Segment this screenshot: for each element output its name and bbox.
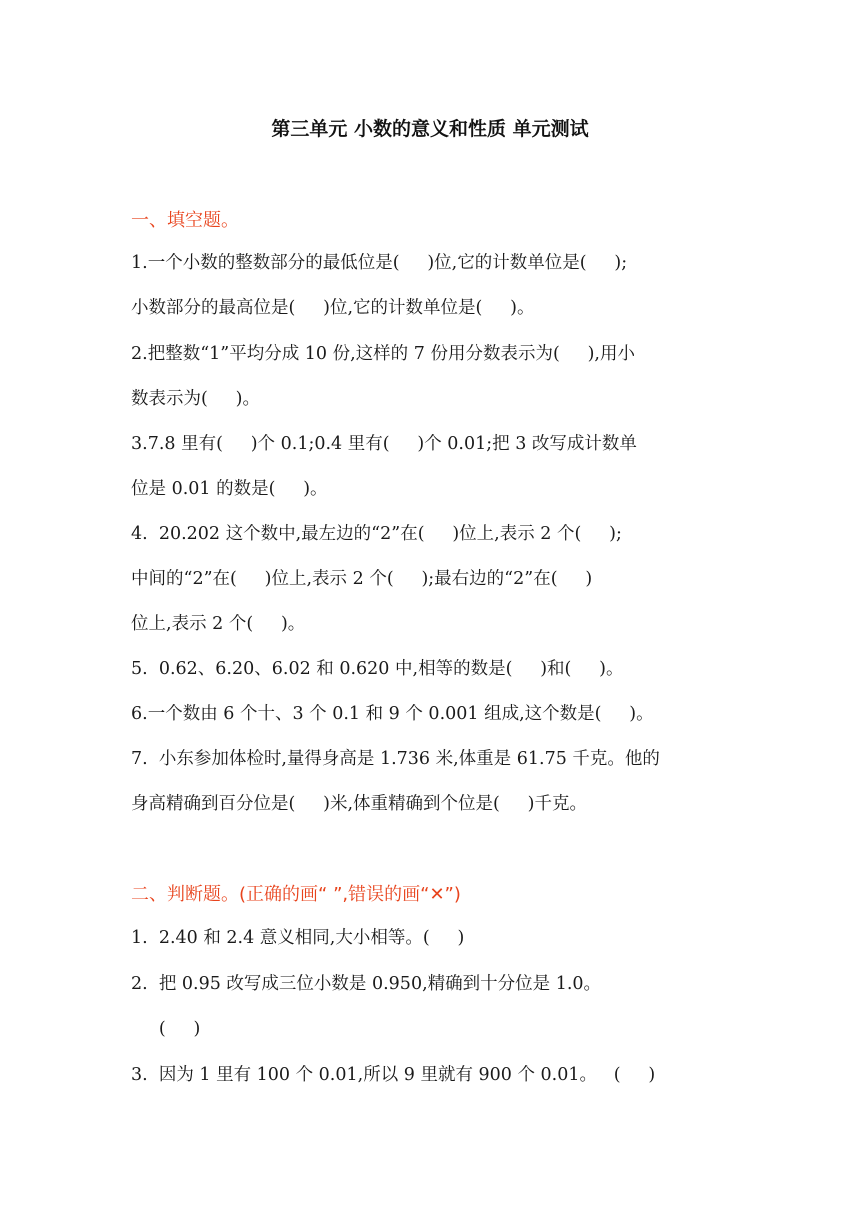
- question-line: 2.把整数“1”平均分成 10 份,这样的 7 份用分数表示为( ),用小: [131, 344, 635, 364]
- question-line: 数表示为( )。: [131, 389, 260, 409]
- question-line: 7. 小东参加体检时,量得身高是 1.736 米,体重是 61.75 千克。他的: [131, 749, 660, 769]
- question-line: 5. 0.62、6.20、6.02 和 0.620 中,相等的数是( )和( )。: [131, 659, 624, 679]
- question-line: 3. 因为 1 里有 100 个 0.01,所以 9 里就有 900 个 0.01。 ( ): [131, 1065, 656, 1085]
- question-line: 2. 把 0.95 改写成三位小数是 0.950,精确到十分位是 1.0。: [131, 974, 602, 994]
- question-line: 位是 0.01 的数是( )。: [131, 479, 328, 499]
- question-line: 1.一个小数的整数部分的最低位是( )位,它的计数单位是( );: [131, 253, 628, 273]
- question-line: 3.7.8 里有( )个 0.1;0.4 里有( )个 0.01;把 3 改写成计数单: [131, 434, 637, 454]
- question-line: 4. 20.202 这个数中,最左边的“2”在( )位上,表示 2 个( );: [131, 524, 622, 544]
- question-line: 身高精确到百分位是( )米,体重精确到个位是( )千克。: [131, 794, 587, 814]
- question-line: 6.一个数由 6 个十、3 个 0.1 和 9 个 0.001 组成,这个数是( )。: [131, 704, 654, 724]
- section-heading-fill-in: 一、填空题。: [131, 210, 239, 231]
- question-line: 1. 2.40 和 2.4 意义相同,大小相等。( ): [131, 928, 465, 948]
- question-line: 位上,表示 2 个( )。: [131, 614, 306, 634]
- question-line: 中间的“2”在( )位上,表示 2 个( );最右边的“2”在( ): [131, 569, 593, 589]
- section-heading-true-false: 二、判断题。(正确的画“ ”,错误的画“✕”): [131, 884, 461, 905]
- question-line: 小数部分的最高位是( )位,它的计数单位是( )。: [131, 298, 535, 318]
- worksheet-title: 第三单元 小数的意义和性质 单元测试: [271, 118, 589, 140]
- question-line: ( ): [131, 1019, 201, 1039]
